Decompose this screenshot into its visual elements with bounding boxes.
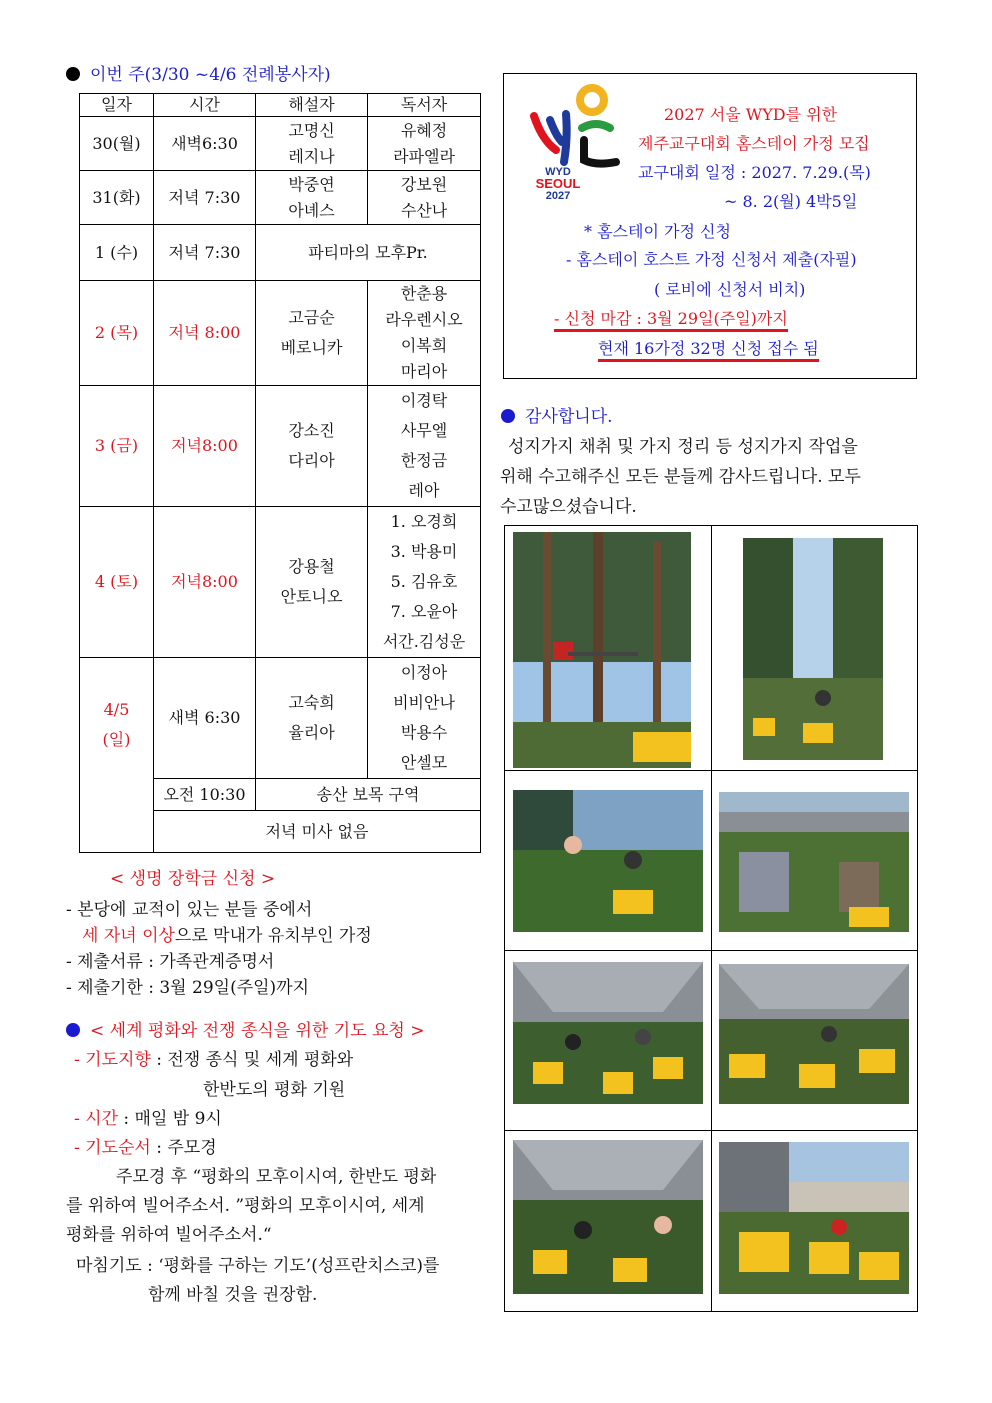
scholarship-line: - 제출기한 : 3월 29일(주일)까지 <box>66 978 310 998</box>
prayer-paragraph: 주모경 후 “평화의 모후이시여, 한반도 평화 <box>116 1167 437 1187</box>
col-reader: 독서자 <box>368 94 481 117</box>
thanks-heading: 감사합니다. <box>501 402 613 427</box>
photo-forest-workers <box>743 538 883 760</box>
photo-warehouse-2 <box>719 964 909 1104</box>
scholarship-line: - 본당에 교적이 있는 분들 중에서 <box>66 900 313 920</box>
prayer-intent: 한반도의 평화 기원 <box>203 1080 346 1100</box>
photo-warehouse-3 <box>513 1140 703 1294</box>
wyd-title: 2027 서울 WYD를 위한 <box>664 105 838 124</box>
prayer-paragraph: 함께 바칠 것을 권장함. <box>148 1285 318 1305</box>
table-row: 31(화) 저녁 7:30 박중연 아녜스 강보원 수산나 <box>80 171 481 225</box>
photo-grid <box>504 525 918 1312</box>
prayer-order: - 기도순서 : 주모경 <box>74 1138 217 1158</box>
wyd-apply: ( 로비에 신청서 비치) <box>654 280 806 299</box>
schedule-heading: 이번 주(3/30 ~4/6 전례봉사자) <box>66 60 331 85</box>
photo-outdoor-sitting <box>719 792 909 932</box>
wyd-logo: WYD SEOUL 2027 <box>526 80 628 208</box>
table-row: 4 (토) 저녁8:00 강용철 안토니오 1. 오경희 3. 박용미 5. 김유호 7. 오윤아 서간.김성운 <box>80 507 481 658</box>
thanks-text: 수고많으셨습니다. <box>500 497 637 517</box>
prayer-title: < 세계 평화와 전쟁 종식을 위한 기도 요청 > <box>66 1016 424 1041</box>
table-row: 3 (금) 저녁8:00 강소진 다리아 이경탁 사무엘 한정금 레아 <box>80 386 481 507</box>
prayer-intent: - 기도지향 : 전쟁 종식 및 세계 평화와 <box>74 1050 354 1070</box>
prayer-time: - 시간 : 매일 밤 9시 <box>74 1109 222 1129</box>
wyd-title: 제주교구대회 홈스테이 가정 모집 <box>638 134 870 153</box>
col-date: 일자 <box>80 94 154 117</box>
bullet-icon <box>66 1023 80 1037</box>
thanks-text: 위해 수고해주신 모든 분들께 감사드립니다. 모두 <box>500 467 861 487</box>
wyd-notice-box <box>503 73 917 379</box>
photo-outdoor-branches <box>513 790 703 932</box>
schedule-table <box>79 93 481 853</box>
photo-tree-crane <box>513 532 691 768</box>
bullet-icon <box>501 409 515 423</box>
prayer-paragraph: 를 위하여 빌어주소서. ”평화의 모후이시여, 세계 <box>66 1196 425 1216</box>
photo-warehouse-1 <box>513 962 703 1104</box>
bullet-icon <box>66 67 80 81</box>
table-row: 오전 10:30 송산 보목 구역 <box>80 779 481 811</box>
scholarship-line: 세 자녀 이상으로 막내가 유치부인 가정 <box>82 926 372 946</box>
photo-warehouse-4 <box>719 1142 909 1294</box>
wyd-schedule: ~ 8. 2(월) 4박5일 <box>724 192 858 211</box>
prayer-paragraph: 마침기도 : ‘평화를 구하는 기도’(성프란치스코)를 <box>76 1256 440 1276</box>
col-commentator: 해설자 <box>256 94 368 117</box>
table-row: 30(월) 새벽6:30 고명신 레지나 유혜정 라파엘라 <box>80 117 481 171</box>
wyd-apply: * 홈스테이 가정 신청 <box>584 222 731 241</box>
wyd-deadline: - 신청 마감 : 3월 29일(주일)까지 <box>554 306 788 329</box>
wyd-apply: - 홈스테이 호스트 가정 신청서 제출(자필) <box>566 250 857 269</box>
table-row: 2 (목) 저녁 8:00 고금순 베로니카 한춘용 라우렌시오 이복희 마리아 <box>80 281 481 386</box>
scholarship-title: < 생명 장학금 신청 > <box>110 869 276 889</box>
table-header <box>80 94 481 117</box>
prayer-paragraph: 평화를 위하여 빌어주소서.“ <box>66 1225 272 1245</box>
col-time: 시간 <box>154 94 256 117</box>
table-row: 저녁 미사 없음 <box>80 811 481 853</box>
table-row: 4/5 (일) 새벽 6:30 고숙희 율리아 이정아 비비안나 박용수 안셀모 <box>80 658 481 779</box>
table-row: 1 (수) 저녁 7:30 파티마의 모후Pr. <box>80 225 481 281</box>
wyd-status: 현재 16가정 32명 신청 접수 됨 <box>598 336 819 359</box>
thanks-text: 성지가지 채취 및 가지 정리 등 성지가지 작업을 <box>508 437 858 457</box>
wyd-schedule: 교구대회 일정 : 2027. 7.29.(목) <box>638 163 871 182</box>
scholarship-line: - 제출서류 : 가족관계증명서 <box>66 952 275 972</box>
